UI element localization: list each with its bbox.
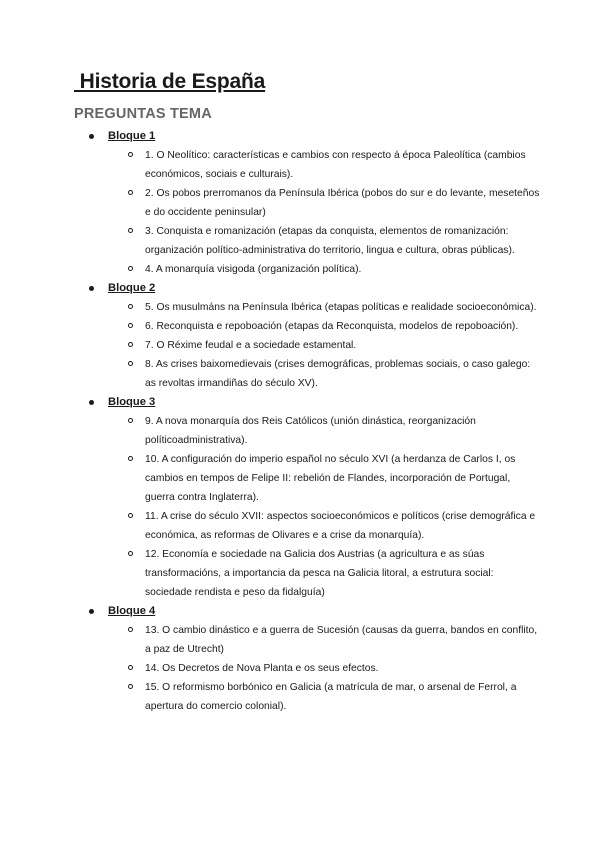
question-text: 4. A monarquía visigoda (organización política). [145, 264, 362, 275]
question-item [0, 317, 600, 336]
block-title-text: Bloque 3 [108, 396, 156, 408]
question-item [0, 298, 600, 317]
question-text: 2. Os pobos prerromanos da Península Ibérica (pobos do sur e do levante, meseteños e do occidente peninsular) [145, 188, 540, 218]
question-item [0, 336, 600, 355]
hollow-bullet-icon [128, 304, 133, 309]
block-title-text: Bloque 1 [108, 130, 156, 142]
filled-bullet-icon [89, 609, 94, 614]
question-item [0, 260, 600, 279]
block-title [0, 279, 600, 298]
hollow-bullet-icon [128, 152, 133, 157]
document-title: Historia de España [74, 70, 266, 93]
question-text: 15. O reformismo borbónico en Galicia (a matrícula de mar, o arsenal de Ferrol, a apertura do comercio colonial). [145, 682, 517, 712]
question-item [0, 184, 600, 222]
block-4 [0, 602, 600, 716]
block-title [0, 393, 600, 412]
block-1 [0, 127, 600, 279]
question-item [0, 678, 600, 716]
filled-bullet-icon [89, 286, 94, 291]
question-text: 9. A nova monarquía dos Reis Católicos (unión dinástica, reorganización políticoadministrativa). [145, 416, 476, 446]
question-text: 6. Reconquista e repoboación (etapas da Reconquista, modelos de repoboación). [145, 321, 519, 332]
block-title-text: Bloque 2 [108, 282, 156, 294]
block-title [0, 602, 600, 621]
hollow-bullet-icon [128, 323, 133, 328]
question-text: 8. As crises baixomedievais (crises demográficas, problemas sociais, o caso galego: as revoltas irmandiñas do século XV). [145, 359, 531, 389]
block-title-text: Bloque 4 [108, 605, 156, 617]
question-item [0, 222, 600, 260]
question-text: 14. Os Decretos de Nova Planta e os seus efectos. [145, 663, 379, 674]
question-item [0, 146, 600, 184]
section-heading: PREGUNTAS TEMA [74, 106, 212, 122]
question-text: 11. A crise do século XVII: aspectos socioeconómicos e políticos (crise demográfica e económica, as reformas de Olivares e a crise da monarquía). [145, 511, 536, 541]
question-blocks [0, 127, 600, 716]
hollow-bullet-icon [128, 456, 133, 461]
filled-bullet-icon [89, 400, 94, 405]
question-text: 13. O cambio dinástico e a guerra de Sucesión (causas da guerra, bandos en conflito, a paz de Utrecht) [145, 625, 538, 655]
hollow-bullet-icon [128, 665, 133, 670]
question-item [0, 355, 600, 393]
question-text: 1. O Neolítico: características e cambios con respecto á época Paleolítica (cambios económicos, sociais e culturais). [145, 150, 526, 180]
hollow-bullet-icon [128, 190, 133, 195]
question-item [0, 412, 600, 450]
question-item [0, 450, 600, 507]
block-2 [0, 279, 600, 393]
hollow-bullet-icon [128, 513, 133, 518]
filled-bullet-icon [89, 134, 94, 139]
question-text: 5. Os musulmáns na Península Ibérica (etapas políticas e realidade socioeconómica). [145, 302, 537, 313]
question-text: 3. Conquista e romanización (etapas da conquista, elementos de romanización: organización político-administrativa do territorio, lingua e cultura, obras públicas). [145, 226, 515, 256]
block-title [0, 127, 600, 146]
hollow-bullet-icon [128, 266, 133, 271]
hollow-bullet-icon [128, 228, 133, 233]
question-item [0, 659, 600, 678]
question-text: 7. O Réxime feudal e a sociedade estamental. [145, 340, 357, 351]
question-text: 10. A configuración do imperio español no século XVI (a herdanza de Carlos I, os cambios en tempos de Felipe II: rebelión de Flandes, incorporación de Portugal, guerra contra Inglaterra). [145, 454, 516, 503]
question-item [0, 545, 600, 602]
hollow-bullet-icon [128, 627, 133, 632]
question-item [0, 621, 600, 659]
question-item [0, 507, 600, 545]
hollow-bullet-icon [128, 342, 133, 347]
block-3 [0, 393, 600, 602]
hollow-bullet-icon [128, 418, 133, 423]
hollow-bullet-icon [128, 684, 133, 689]
hollow-bullet-icon [128, 361, 133, 366]
hollow-bullet-icon [128, 551, 133, 556]
question-text: 12. Economía e sociedade na Galicia dos Austrias (a agricultura e as súas transformacións, a importancia da pesca na Galicia litoral, a estrutura social: sociedade rendista e peso da fidalguía) [145, 549, 494, 598]
